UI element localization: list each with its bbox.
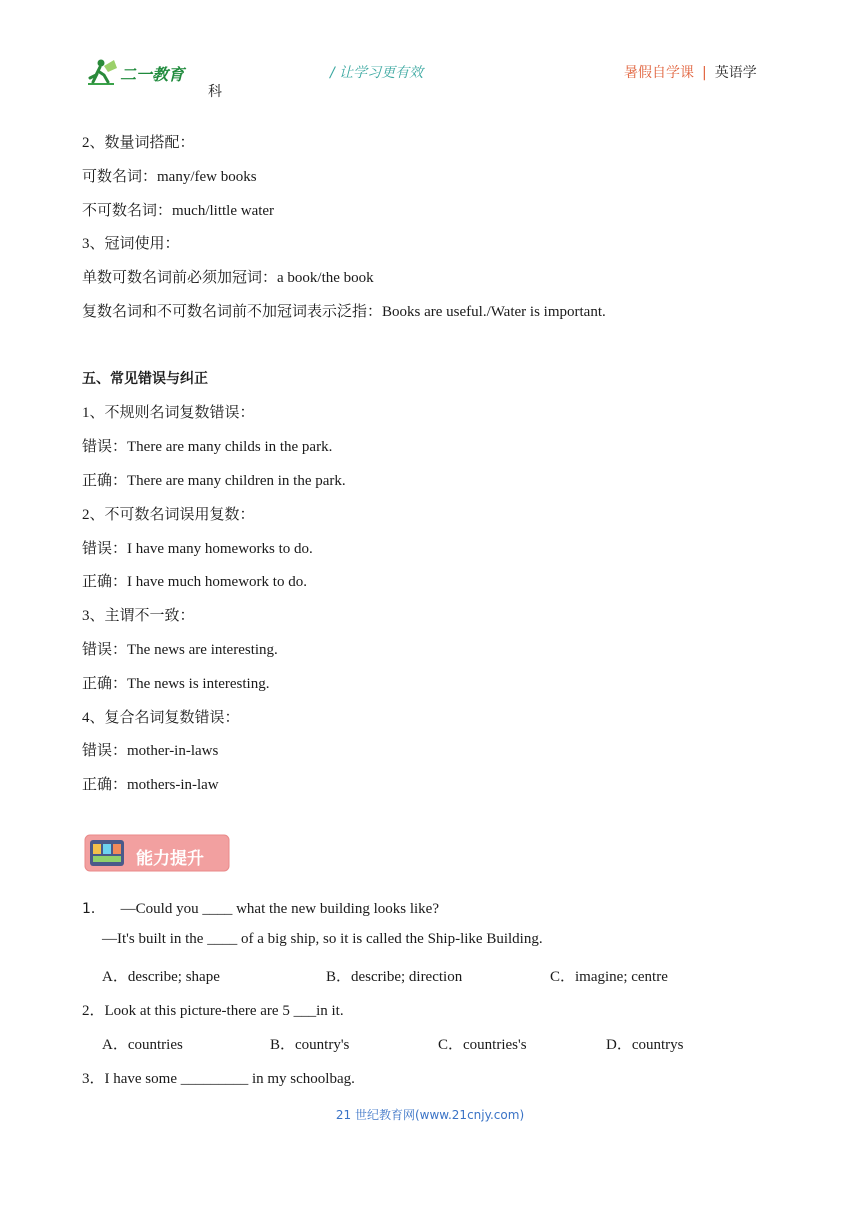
text-line: 2、不可数名词误用复数：	[82, 507, 255, 523]
badge-label: 能力提升	[136, 849, 204, 869]
text-line: 正确：There are many children in the park.	[82, 473, 346, 489]
question-text: —Could you ____ what the new building looks like?	[120, 901, 439, 917]
option-d[interactable]: D．countrys	[606, 1037, 684, 1053]
option-c[interactable]: C．countries's	[438, 1037, 527, 1053]
option-b[interactable]: B．country's	[270, 1037, 350, 1053]
subject-name: 英语学	[714, 65, 757, 81]
text-line: 4、复合名词复数错误：	[82, 710, 240, 726]
slogan: / 让学习更有效	[330, 65, 424, 81]
logo-text: 二一教育	[120, 65, 185, 84]
question-number: 1．	[82, 901, 105, 917]
question-text: —It's built in the ____ of a big ship, so it is called the Ship-like Building.	[102, 931, 543, 947]
question-1	[82, 898, 439, 918]
text-line: 复数名词和不可数名词前不加冠词表示泛指：Books are useful./Water is important.	[82, 304, 606, 320]
text-line: 正确：I have much homework to do.	[82, 574, 307, 590]
text-line: 错误：mother-in-laws	[82, 743, 219, 759]
text-line: 错误：I have many homeworks to do.	[82, 541, 313, 557]
option-a[interactable]: A．countries	[102, 1037, 183, 1053]
footer-source[interactable]: 21 世纪教育网(www.21cnjy.com)	[335, 1108, 525, 1122]
course-header	[624, 62, 757, 82]
text-line: 单数可数名词前必须加冠词：a book/the book	[82, 270, 374, 286]
text-line: 1、不规则名词复数错误：	[82, 405, 255, 421]
question-2: 2．Look at this picture-there are 5 ___in it.	[82, 1003, 344, 1019]
text-line: 正确：mothers-in-law	[82, 777, 219, 793]
option-b[interactable]: B．describe; direction	[326, 969, 463, 985]
text-line: 错误：The news are interesting.	[82, 642, 278, 658]
text-line: 正确：The news is interesting.	[82, 676, 270, 692]
text-line: 3、冠词使用：	[82, 236, 180, 252]
text-line: 2、数量词搭配：	[82, 135, 195, 151]
option-a[interactable]: A．describe; shape	[102, 969, 220, 985]
section-title: 五、常见错误与纠正	[82, 371, 208, 387]
text-line: 3、主谓不一致：	[82, 608, 195, 624]
course-name: 暑假自学课	[624, 65, 694, 81]
text-line: 可数名词：many/few books	[82, 169, 257, 185]
text-line: 错误：There are many childs in the park.	[82, 439, 333, 455]
text-line: 不可数名词：much/little water	[82, 203, 275, 219]
question-3: 3．I have some _________ in my schoolbag.	[82, 1071, 355, 1087]
header-separator: |	[702, 65, 707, 81]
option-c[interactable]: C．imagine; centre	[550, 969, 668, 985]
subject-suffix: 科	[208, 84, 222, 100]
